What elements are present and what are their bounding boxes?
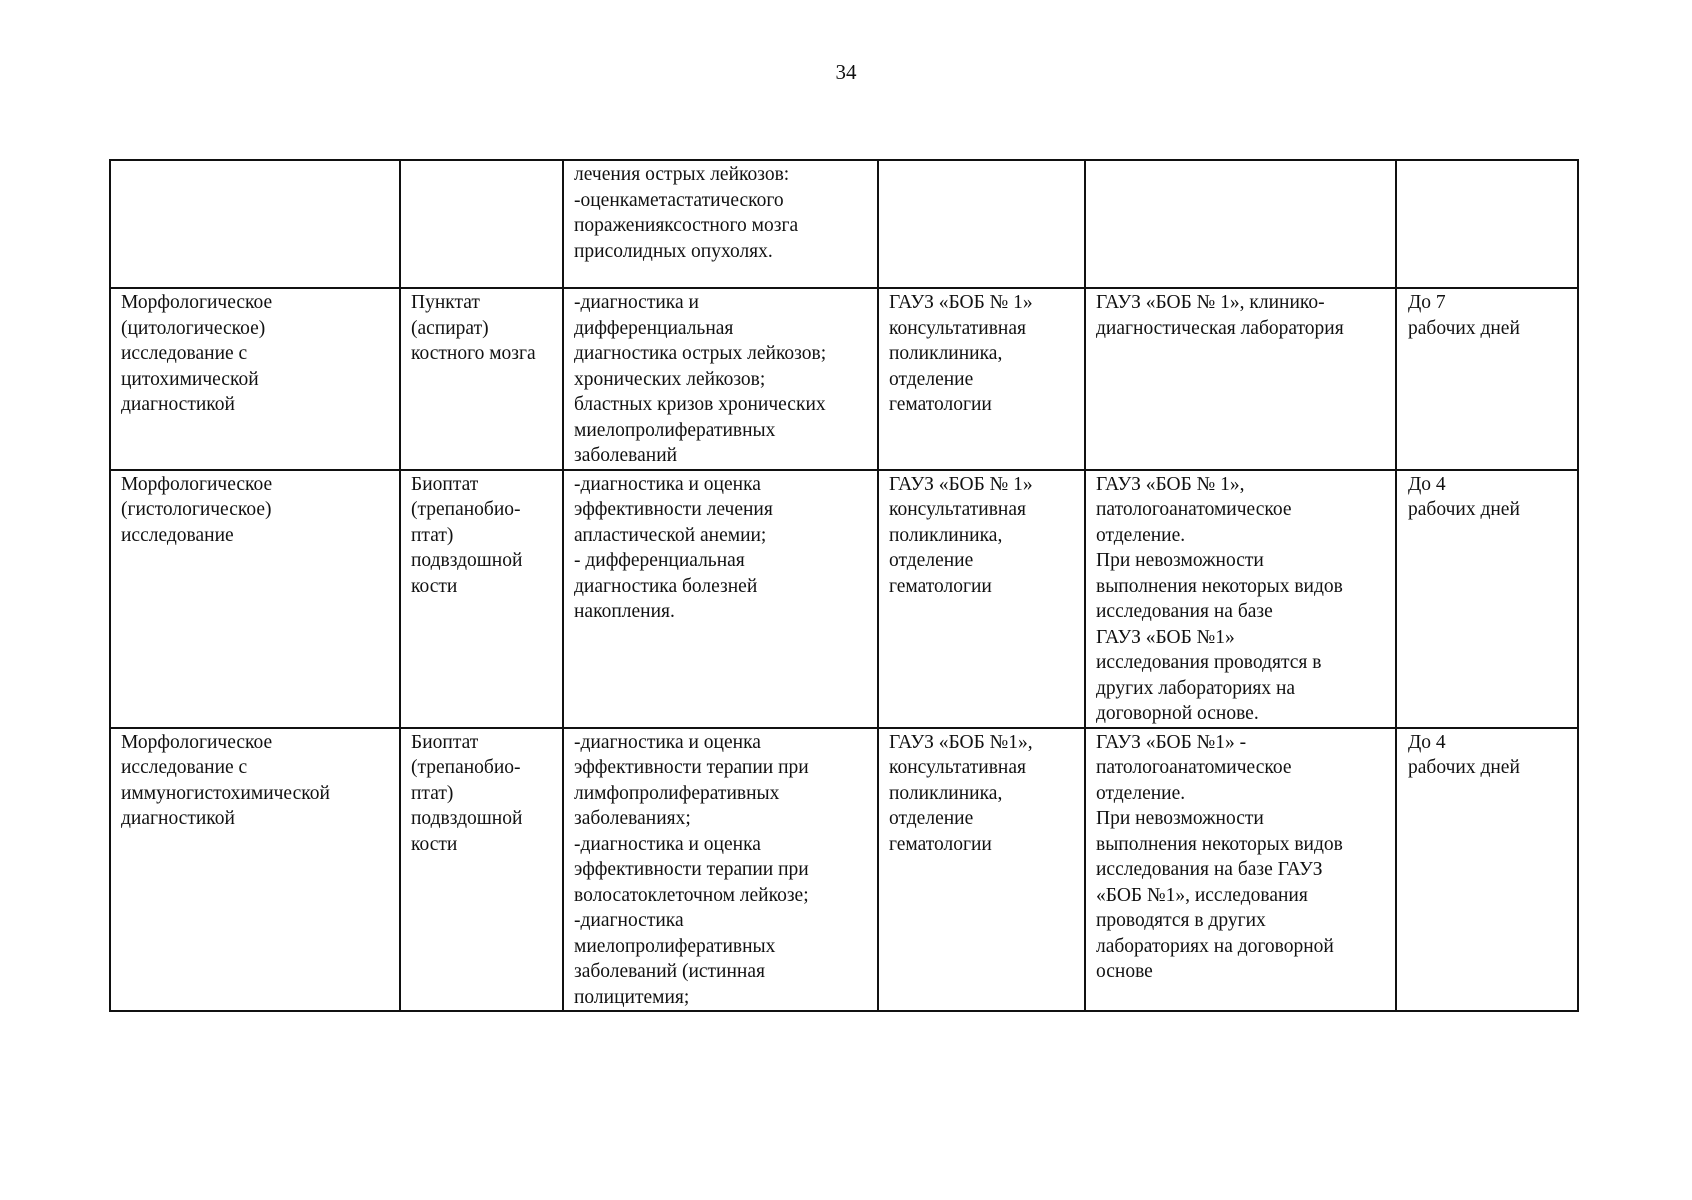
table-cell-material: Биоптат (трепанобио- птат) подвздошной кости: [400, 728, 563, 1012]
table-cell-referral: ГАУЗ «БОБ №1», консультативная поликлиника, отделение гематологии: [878, 728, 1085, 1012]
table-row: [110, 160, 1578, 288]
table-cell-place: ГАУЗ «БОБ № 1», клинико- диагностическая лаборатория: [1085, 288, 1396, 470]
table-cell-place: ГАУЗ «БОБ № 1», патологоанатомическое отделение. При невозможности выполнения некоторых видов исследования на базе ГАУЗ «БОБ №1» исследования проводятся в других лабораториях на договорной основе.: [1085, 470, 1396, 728]
page-number: 34: [835, 60, 857, 84]
table-cell-time: [1396, 160, 1578, 288]
table-row: [110, 470, 1578, 728]
table-cell-test: [110, 160, 400, 288]
table-cell-referral: ГАУЗ «БОБ № 1» консультативная поликлиника, отделение гематологии: [878, 470, 1085, 728]
table-cell-time: До 4 рабочих дней: [1396, 470, 1578, 728]
table-cell-indications: -диагностика и оценка эффективности терапии при лимфопролиферативных заболеваниях; -диагностика и оценка эффективности терапии при волосатоклеточном лейкозе; -диагностика миелопролиферативных заболеваний (истинная полицитемия;: [563, 728, 878, 1012]
table-cell-material: [400, 160, 563, 288]
table-cell-indications: -диагностика и оценка эффективности лечения апластической анемии; - дифференциальная диагностика болезней накопления.: [563, 470, 878, 728]
table-cell-test: Морфологическое (гистологическое) исследование: [110, 470, 400, 728]
table-cell-indications: лечения острых лейкозов: -оценкаметастатического пораженияксостного мозга присолидных опухолях.: [563, 160, 878, 288]
table-cell-indications: -диагностика и дифференциальная диагностика острых лейкозов; хронических лейкозов; бластных кризов хронических миелопролиферативных заболеваний: [563, 288, 878, 470]
services-table: [109, 159, 1579, 1012]
table-cell-referral: ГАУЗ «БОБ № 1» консультативная поликлиника, отделение гематологии: [878, 288, 1085, 470]
table-row: [110, 288, 1578, 470]
table-cell-test: Морфологическое исследование с иммуногистохимической диагностикой: [110, 728, 400, 1012]
table-cell-time: До 7 рабочих дней: [1396, 288, 1578, 470]
table-cell-place: ГАУЗ «БОБ №1» - патологоанатомическое отделение. При невозможности выполнения некоторых видов исследования на базе ГАУЗ «БОБ №1», исследования проводятся в других лабораториях на договорной основе: [1085, 728, 1396, 1012]
table-cell-place: [1085, 160, 1396, 288]
table-cell-material: Пунктат (аспират) костного мозга: [400, 288, 563, 470]
table-cell-referral: [878, 160, 1085, 288]
table-cell-test: Морфологическое (цитологическое) исследование с цитохимической диагностикой: [110, 288, 400, 470]
table-cell-time: До 4 рабочих дней: [1396, 728, 1578, 1012]
table-row: [110, 728, 1578, 1012]
table-cell-material: Биоптат (трепанобио- птат) подвздошной кости: [400, 470, 563, 728]
